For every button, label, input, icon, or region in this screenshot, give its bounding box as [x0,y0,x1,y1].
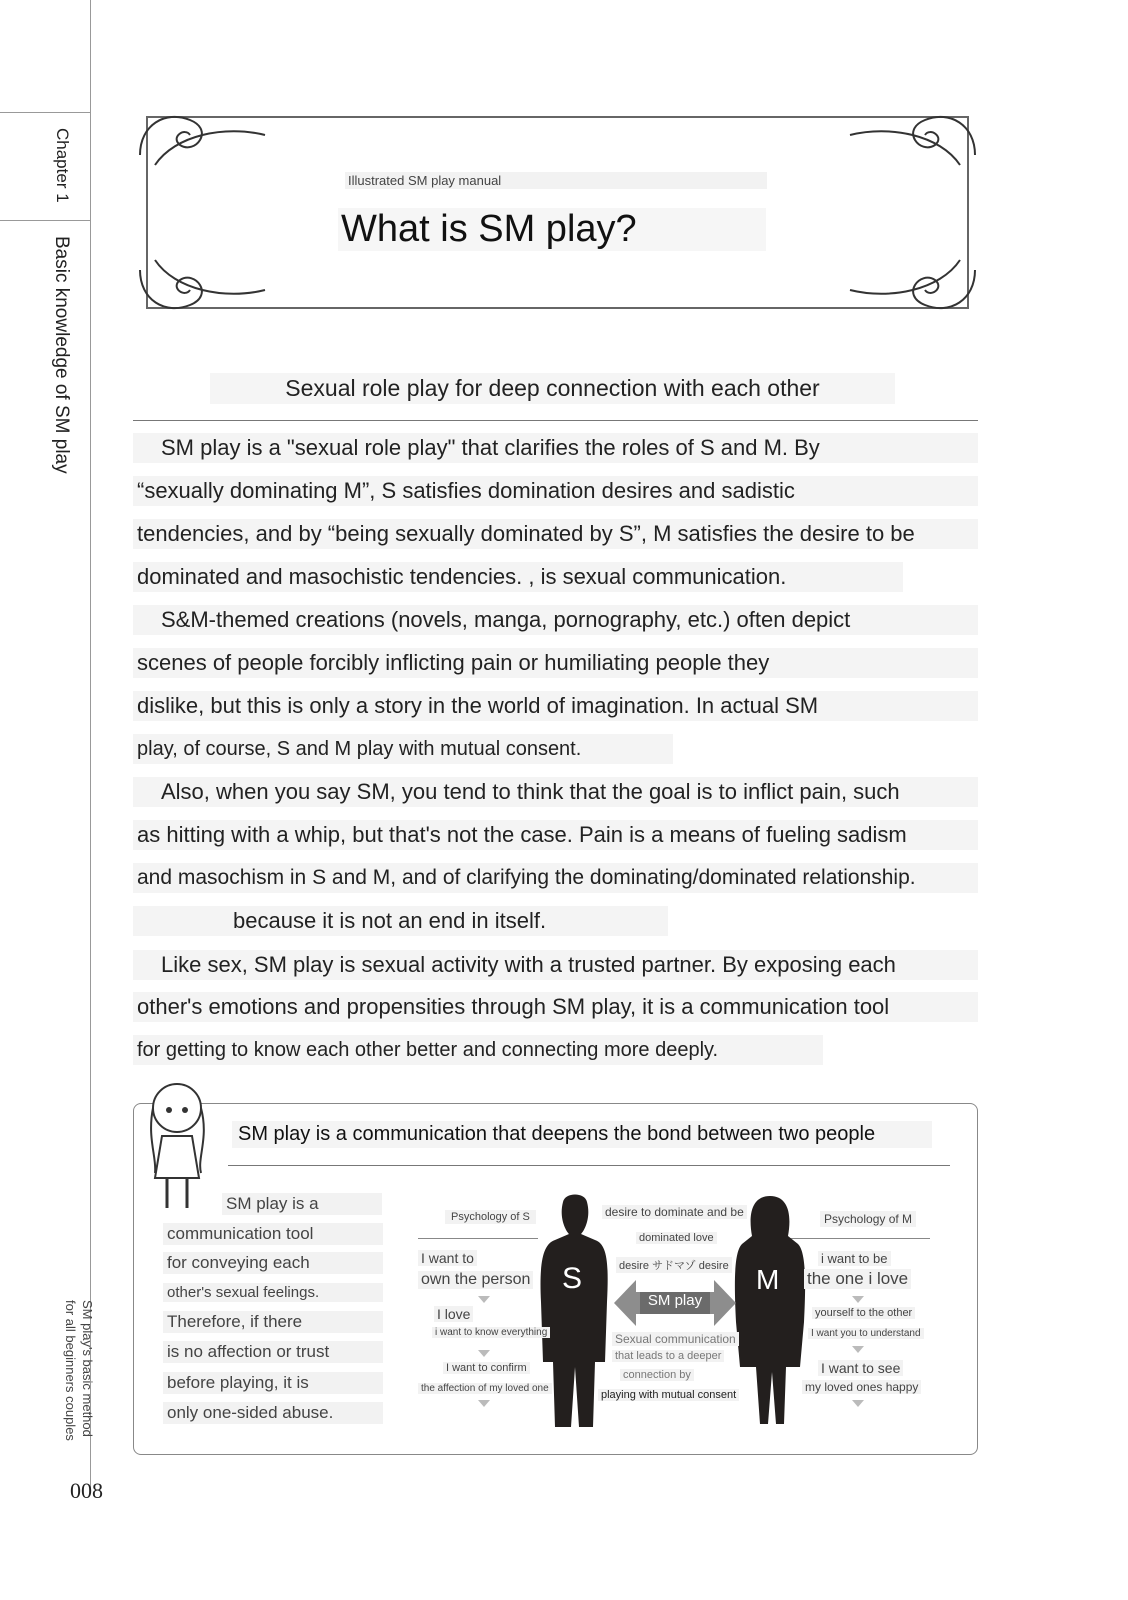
box-side-text-line: other's sexual feelings. [163,1283,383,1302]
box-side-text-line: is no affection or trust [163,1341,383,1363]
body-text-line: scenes of people forcibly inflicting pain or humiliating people they [133,648,978,678]
body-text-line: as hitting with a whip, but that's not the case. Pain is a means of fueling sadism [133,820,978,850]
center-caption-text: Sexual communication [612,1332,739,1346]
m-psychology-item: yourself to the other [812,1307,915,1319]
section-subtitle: Sexual role play for deep connection with each other [210,373,895,404]
box-side-text-line: only one-sided abuse. [163,1402,383,1424]
s-letter: S [562,1262,583,1295]
m-psychology-item: I want to see [818,1360,903,1376]
header-kicker: Illustrated SM play manual [345,172,767,189]
divider [418,1238,538,1239]
divider [0,220,90,221]
m-psychology-item: the one i love [804,1269,911,1289]
box-side-text-line: before playing, it is [163,1372,383,1394]
body-text-line: other's emotions and propensities through SM play, it is a communication tool [133,992,978,1022]
m-letter: M [756,1264,780,1295]
center-caption-text: playing with mutual consent [598,1389,739,1401]
page-number: 008 [70,1478,103,1503]
book-subtitle [62,1300,96,1441]
s-psychology-item: own the person [418,1271,533,1289]
arrow-down-icon [852,1400,864,1407]
box-side-text-line: Therefore, if there [163,1311,383,1333]
divider [790,1238,930,1239]
body-text-line: Like sex, SM play is sexual activity with a trusted partner. By exposing each [133,950,978,980]
divider [133,420,978,421]
center-caption-text: that leads to a deeper [612,1350,724,1362]
section-label: Basic knowledge of SM play [51,236,72,474]
book-subtitle-line: SM play's basic method [80,1300,95,1437]
arrow-down-icon [478,1350,490,1357]
sidebar-divider [90,0,91,1490]
arrow-down-icon [852,1346,864,1353]
box-title: SM play is a communication that deepens the bond between two people [232,1121,932,1148]
sm-play-label: SM play [647,1292,703,1309]
page-title: What is SM play? [338,208,766,251]
body-text-line: for getting to know each other better and connecting more deeply. [133,1035,823,1065]
center-desire-text: desire to dominate and be [602,1205,747,1219]
body-text-line: “sexually dominating M”, S satisfies domination desires and sadistic [133,476,978,506]
chapter-label: Chapter 1 [53,128,72,203]
arrow-down-icon [478,1296,490,1303]
body-text-line: play, of course, S and M play with mutual consent. [133,734,673,764]
s-psychology-item: i want to know everything [432,1327,550,1338]
center-desire-text: dominated love [636,1232,717,1244]
m-heading: Psychology of M [820,1211,916,1227]
body-text-line: SM play is a "sexual role play" that clarifies the roles of S and M. By [133,433,978,463]
body-text-line: because it is not an end in itself. [133,906,668,936]
center-desire-text: desire サドマゾ desire [616,1257,732,1273]
center-caption-text: connection by [620,1369,694,1381]
s-psychology-item: I want to [418,1250,477,1266]
body-text-line: S&M-themed creations (novels, manga, pornography, etc.) often depict [133,605,978,635]
body-text-line: and masochism in S and M, and of clarifying the dominating/dominated relationship. [133,863,978,893]
s-heading: Psychology of S [445,1210,536,1224]
divider [228,1165,950,1166]
m-psychology-item: i want to be [818,1251,891,1266]
box-side-text-line: communication tool [163,1223,383,1245]
body-text-line: Also, when you say SM, you tend to think that the goal is to inflict pain, such [133,777,978,807]
m-psychology-item: I want you to understand [808,1328,924,1339]
arrow-down-icon [852,1296,864,1303]
divider [0,112,90,113]
box-side-text-line: for conveying each [163,1252,383,1274]
s-psychology-item: I love [434,1306,473,1322]
book-subtitle-line: for all beginners couples [63,1300,78,1441]
m-psychology-item: my loved ones happy [802,1380,921,1394]
female-silhouette-icon [730,1192,810,1432]
s-psychology-item: the affection of my loved one [418,1383,552,1394]
s-psychology-item: I want to confirm [443,1362,530,1374]
body-text-line: dominated and masochistic tendencies. , is sexual communication. [133,562,903,592]
box-side-text-line: SM play is a [222,1193,382,1215]
body-text-line: dislike, but this is only a story in the world of imagination. In actual SM [133,691,978,721]
body-text-line: tendencies, and by “being sexually dominated by S”, M satisfies the desire to be [133,519,978,549]
mascot-illustration [137,1078,217,1218]
arrow-down-icon [478,1400,490,1407]
